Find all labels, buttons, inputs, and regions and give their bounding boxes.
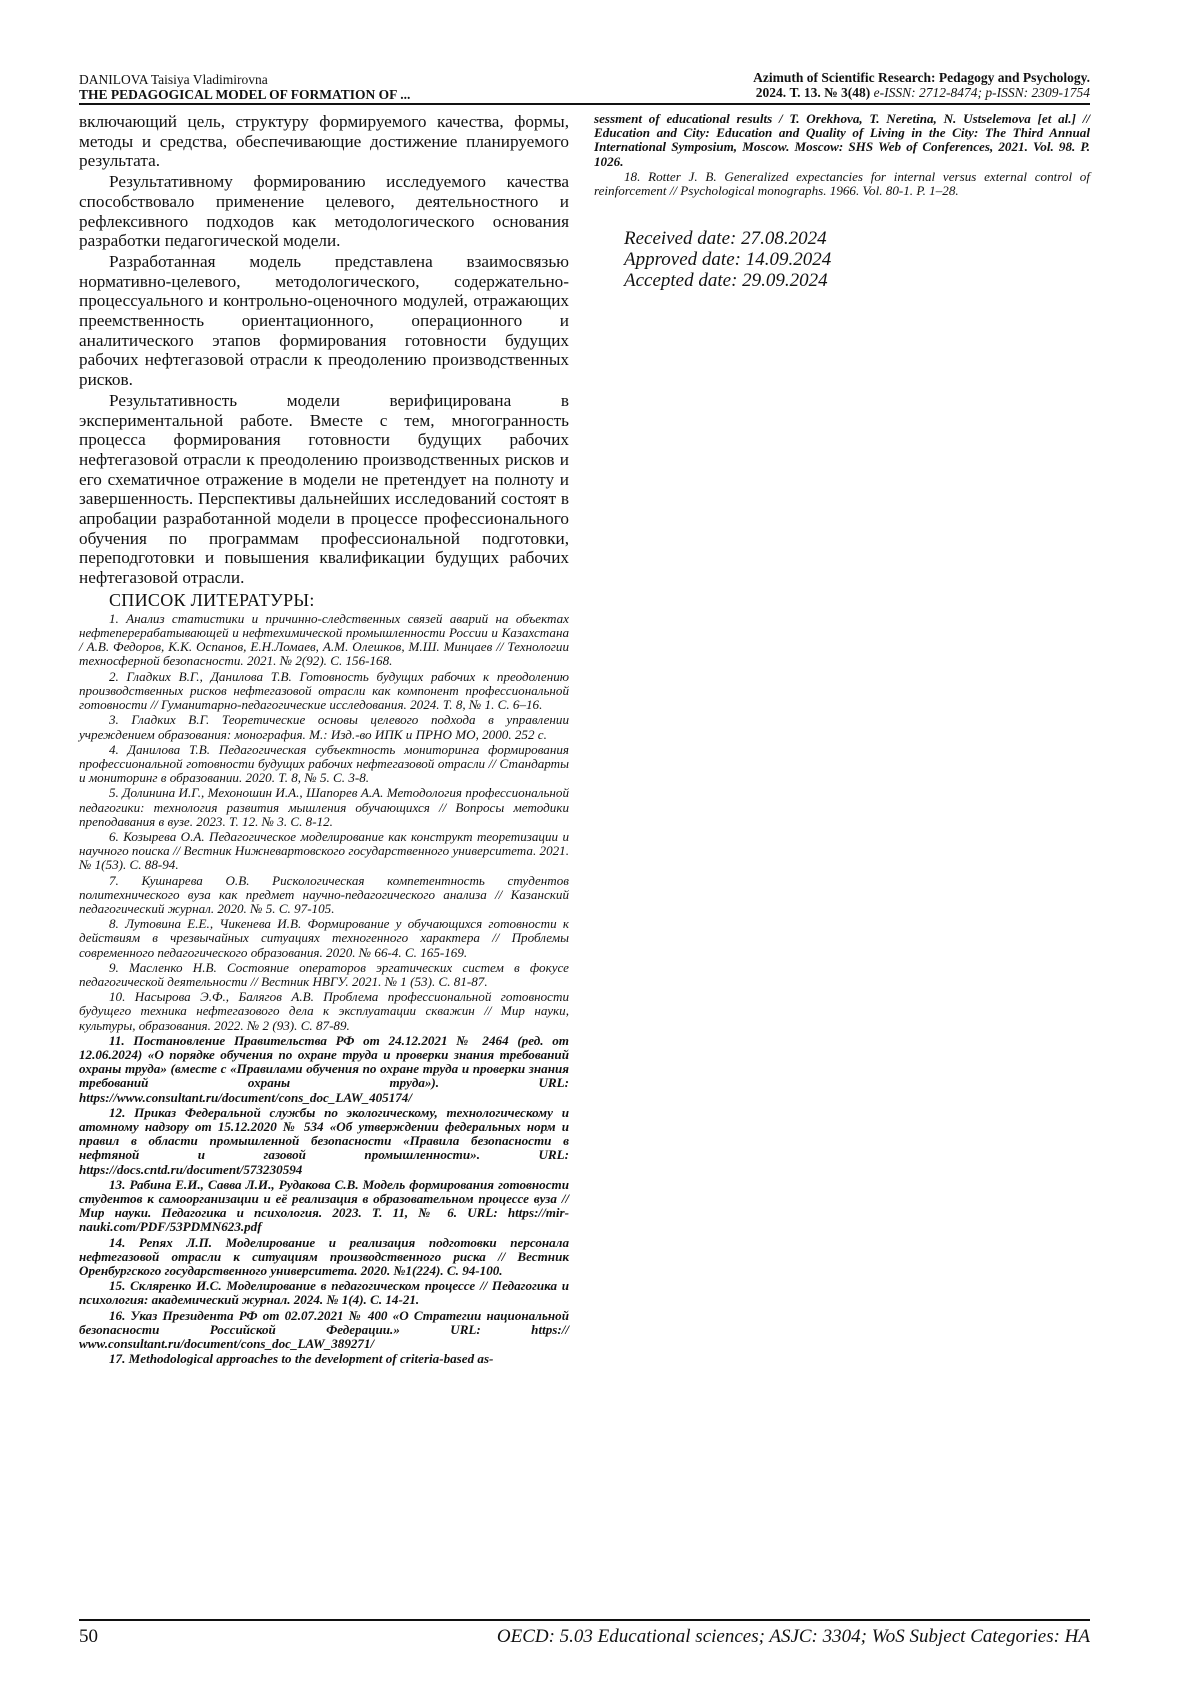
running-header-left xyxy=(79,72,549,102)
reference-item: 13. Рабина Е.И., Савва Л.И., Рудакова С.В. Модель формирования готовности студентов к самоорганизации и её реализация в образовательном процессе вуза // Мир науки. Педагогика и психология. 2023. Т. 11, № 6. URL: https://mir-nauki.com/PDF/53PDMN623.pdf xyxy=(79,1176,569,1235)
reference-continuation: sessment of educational results / T. Orekhova, T. Neretina, N. Ustselemova [et al.] // Education and City: Education and Quality of Living in the City: The Third Annual International Symposium, Moscow. Moscow: SHS Web of Conferences, 2021. Vol. 98. P. 1026. xyxy=(594,111,1090,169)
header-divider xyxy=(79,103,1090,105)
reference-item: 1. Анализ статистики и причинно-следственных связей аварий на объектах нефтеперерабатывающей и нефтехимической промышленности России и Казахстана / А.В. Федоров, К.К. Оспанов, Е.Н.Ломаев, А.М. Олешков, М.Ш. Минцаев // Технологии техносферной безопасности. 2021. № 2(92). С. 156-168. xyxy=(79,610,569,669)
left-column xyxy=(79,112,569,1367)
article-dates xyxy=(624,228,1090,291)
reference-item: 9. Масленко Н.В. Состояние операторов эргатических систем в фокусе педагогической деятельности // Вестник НВГУ. 2021. № 1 (53). С. 81-87. xyxy=(79,959,569,989)
reference-item: 8. Лутовина Е.Е., Чикенева И.В. Формирование у обучающихся готовности к действиям в чрезвычайных ситуациях техногенного характера // Проблемы современного педагогического образования. 2020. № 66-4. С. 165-169. xyxy=(79,916,569,960)
reference-item: 6. Козырева О.А. Педагогическое моделирование как конструкт теоретизации и научного поиска // Вестник Нижневартовского государственного университета. 2021. № 1(53). С. 88-94. xyxy=(79,828,569,873)
approved-date: Approved date: 14.09.2024 xyxy=(624,249,832,271)
subject-classification: OECD: 5.03 Educational sciences; ASJC: 3304; WoS Subject Categories: HA xyxy=(496,1626,1090,1647)
body-paragraph-3: Разработанная модель представлена взаимосвязью нормативно-целевого, методологического, содержательно-процессуального и контрольно-оценочного модулей, отражающих преемственность ориентационного, операционного и аналитического этапов формирования готовности будущих рабочих нефтегазовой отрасли к преодолению производственных рисков. xyxy=(79,251,569,390)
author-name: DANILOVA Taisiya Vladimirovna xyxy=(79,72,268,87)
reference-item: 14. Репях Л.П. Моделирование и реализация подготовки персонала нефтегазовой отрасли к ситуациям производственного риска // Вестник Оренбургского государственного университета. 2020. №1(224). С. 94-100. xyxy=(79,1234,569,1279)
reference-item: 10. Насырова Э.Ф., Балягов А.В. Проблема профессиональной готовности будущего техника нефтегазового дела к эксплуатации скважин // Мир науки, культуры, образования. 2022. № 2 (93). С. 87-89. xyxy=(79,989,569,1033)
reference-item: 4. Данилова Т.В. Педагогическая субъектность мониторинга формирования профессиональной готовности будущих рабочих нефтегазовой отрасли // Стандарты и мониторинг в образовании. 2020. Т. 8, № 5. С. 3-8. xyxy=(79,741,569,786)
reference-item: 15. Скляренко И.С. Моделирование в педагогическом процессе // Педагогика и психология: академический журнал. 2024. № 1(4). С. 14-21. xyxy=(79,1278,569,1308)
reference-item: 17. Methodological approaches to the development of criteria-based as- xyxy=(109,1351,494,1367)
issue-info xyxy=(570,85,1090,100)
reference-item: 18. Rotter J. B. Generalized expectancies for internal versus external control of reinforcement // Psychological monographs. 1966. Vol. 80-1. P. 1–28. xyxy=(594,168,1090,199)
reference-item: 2. Гладких В.Г., Данилова Т.В. Готовность будущих рабочих к преодолению производственных рисков нефтегазовой отрасли как компонент профессиональной готовности // Гуманитарно-педагогические исследования. 2024. Т. 8, № 1. С. 6–16. xyxy=(79,668,569,713)
reference-item: 11. Постановление Правительства РФ от 24.12.2021 № 2464 (ред. от 12.06.2024) «О порядке обучения по охране труда и проверки знания требований охраны труда» (вместе с «Правилами обучения по охране труда и проверки знания требований охраны труда»). URL: https://www.consultant.ru/document/cons_doc_LAW_405174/ xyxy=(79,1032,569,1105)
reference-item: 7. Кушнарева О.В. Рискологическая компетентность студентов политехнического вуза как предмет научно-педагогического анализа // Казанский педагогический журнал. 2020. № 5. С. 97-105. xyxy=(79,872,569,916)
page-number: 50 xyxy=(79,1626,98,1647)
right-column xyxy=(594,112,1090,291)
reference-item: 12. Приказ Федеральной службы по экологическому, технологическому и атомному надзору от 15.12.2020 № 534 «Об утверждении федеральных норм и правил в области промышленной безопасности «Правила безопасности в нефтяной и газовой промышленности». URL: https://docs.cntd.ru/document/573230594 xyxy=(79,1104,569,1177)
article-short-title: THE PEDAGOGICAL MODEL OF FORMATION OF ... xyxy=(79,87,411,102)
journal-name: Azimuth of Scientific Research: Pedagogy and Psychology. xyxy=(753,70,1090,85)
references-heading: СПИСОК ЛИТЕРАТУРЫ: xyxy=(109,589,315,610)
issue-number: 2024. Т. 13. № 3(48) xyxy=(755,85,871,100)
body-paragraph-1: включающий цель, структуру формируемого качества, формы, методы и средства, обеспечивающие достижение планируемого результата. xyxy=(79,112,569,171)
footer-divider xyxy=(79,1619,1090,1621)
reference-item: 16. Указ Президента РФ от 02.07.2021 № 400 «О Стратегии национальной безопасности Российской Федерации.» URL: https:// www.consultant.ru/document/cons_doc_LAW_389271/ xyxy=(79,1307,569,1352)
reference-item: 3. Гладких В.Г. Теоретические основы целевого подхода в управлении учреждением образования: монография. М.: Изд.-во ИПК и ПРНО МО, 2000. 252 с. xyxy=(79,712,569,742)
reference-item: 5. Долинина И.Г., Мехоношин И.А., Шапорев А.А. Методология профессиональной педагогики: технология развития мышления обучающихся // Вопросы методики преподавания в вузе. 2023. Т. 12. № 3. С. 8-12. xyxy=(79,785,569,829)
body-paragraph-2: Результативному формированию исследуемого качества способствовало применение целевого, деятельностного и рефлексивного подходов как методологического основания разработки педагогической модели. xyxy=(79,172,569,251)
received-date: Received date: 27.08.2024 xyxy=(624,228,827,250)
issn-info: e-ISSN: 2712-8474; p-ISSN: 2309-1754 xyxy=(870,85,1090,100)
body-paragraph-4: Результативность модели верифицирована в экспериментальной работе. Вместе с тем, многогранность процесса формирования готовности будущих рабочих нефтегазовой отрасли к преодолению производственных рисков и его схематичное отражение в модели не претендует на полноту и завершенность. Перспективы дальнейших исследований состоят в апробации разработанной модели в процессе профессионального обучения по программам профессиональной подготовки, переподготовки и повышения квалификации будущих рабочих нефтегазовой отрасли. xyxy=(79,390,569,588)
accepted-date: Accepted date: 29.09.2024 xyxy=(624,270,828,292)
running-header-right xyxy=(570,70,1090,100)
